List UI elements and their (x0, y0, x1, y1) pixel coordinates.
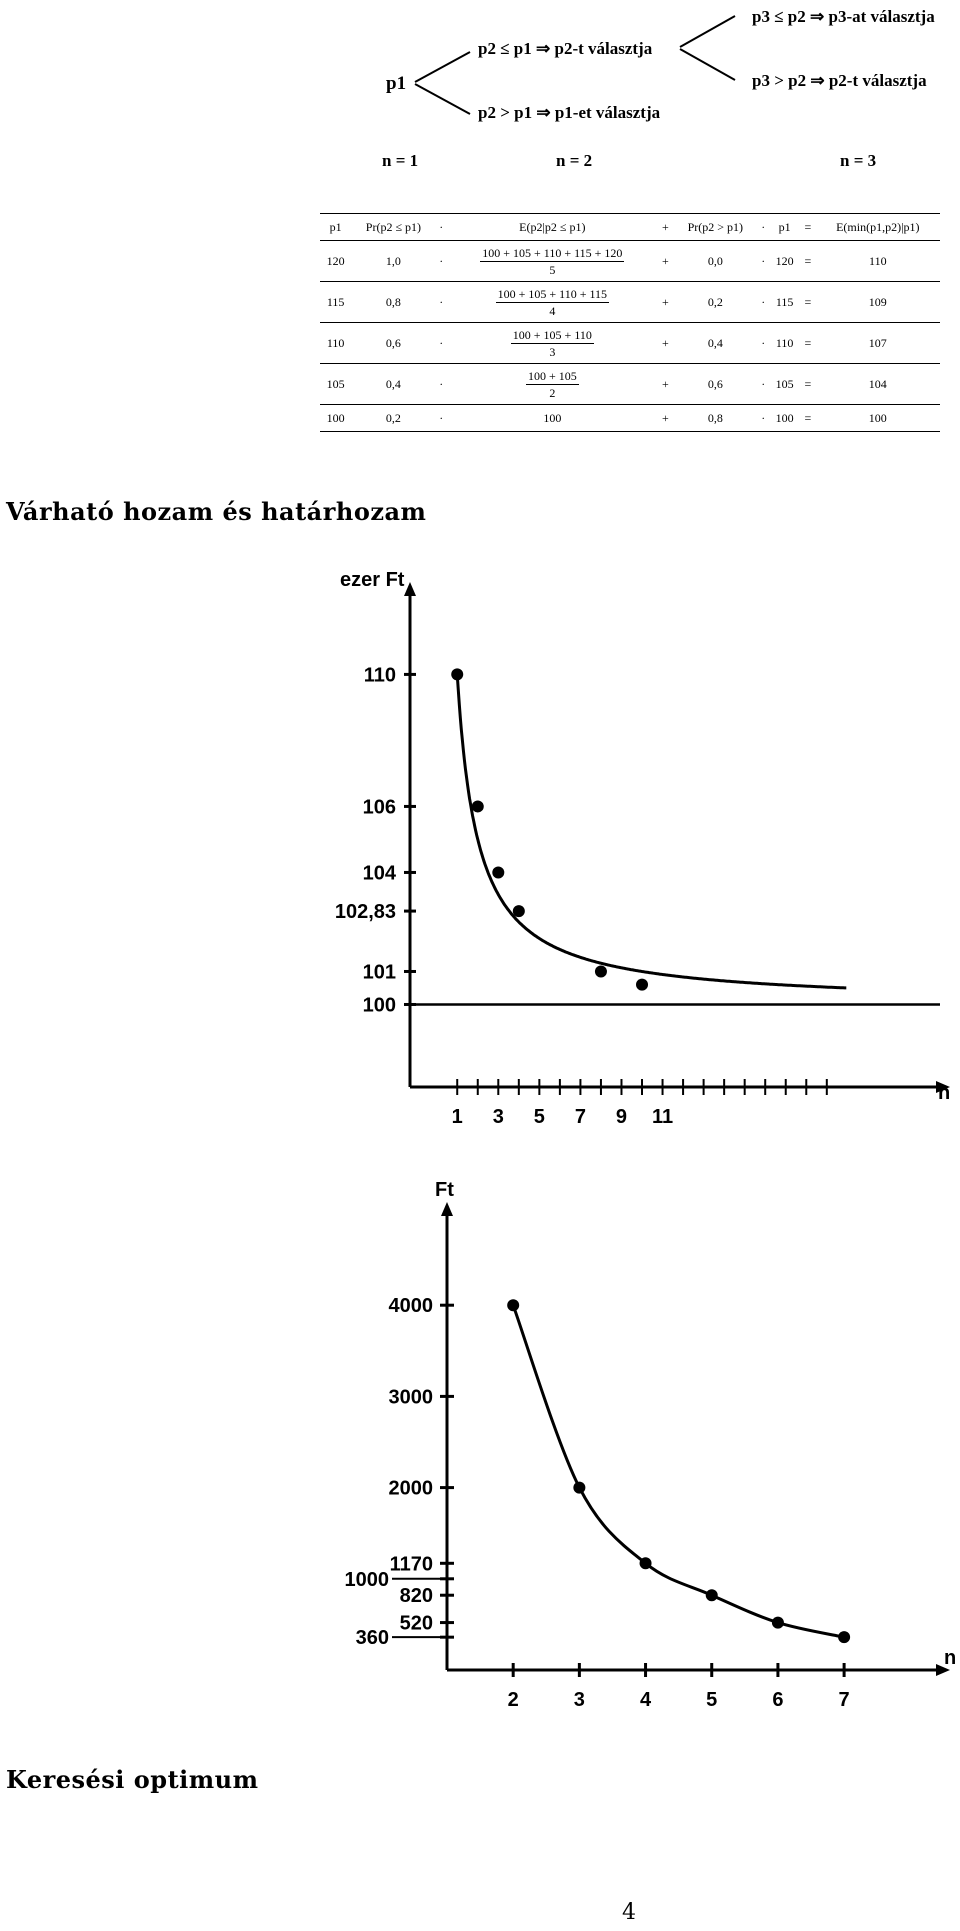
expected-value-table (320, 213, 940, 432)
data-point (573, 1482, 585, 1494)
x-tick-label: 3 (492, 1106, 504, 1128)
y-tick-label: 2000 (388, 1477, 433, 1500)
tree-edge (680, 16, 735, 47)
cell-op: + (658, 323, 673, 364)
cell-result: 104 (816, 364, 940, 405)
cell-pr1: 0,8 (351, 282, 435, 323)
tree-leaf-top: p3 ≤ p2 ⇒ p3-at választja (752, 7, 935, 26)
table-header: · (436, 214, 447, 241)
cell-p: 120 (769, 241, 800, 282)
cell-op: · (436, 405, 447, 432)
cell-p: 100 (769, 405, 800, 432)
tree-branch-top: p2 ≤ p1 ⇒ p2-t választja (478, 39, 653, 58)
cell-p: 105 (769, 364, 800, 405)
x-tick-label: 3 (573, 1689, 585, 1711)
fraction-numerator: 100 + 105 + 110 + 115 (497, 286, 608, 301)
cell-p: 110 (769, 323, 800, 364)
cell-fraction (447, 282, 658, 323)
y-tick-label: 110 (363, 664, 396, 687)
fraction-denominator: 2 (549, 385, 556, 400)
fraction-numerator: 100 + 105 + 110 (512, 327, 592, 342)
cell-p1: 115 (320, 282, 351, 323)
cell-op: + (658, 364, 673, 405)
cell-pr2: 0,4 (673, 323, 758, 364)
cell-op: · (758, 282, 769, 323)
tree-leaf-bottom: p3 > p2 ⇒ p2-t választja (752, 71, 927, 90)
cell-fraction (447, 364, 658, 405)
y-tick-label: 4000 (388, 1295, 433, 1318)
y-axis-label: ezer Ft (340, 569, 405, 591)
table-header: E(p2|p2 ≤ p1) (447, 214, 658, 241)
data-point (492, 866, 504, 878)
n-label: n = 2 (556, 151, 593, 170)
cell-op: + (658, 405, 673, 432)
data-point (513, 905, 525, 917)
y-tick-label: 104 (362, 862, 396, 885)
n-label: n = 1 (382, 151, 419, 170)
data-point (595, 965, 607, 977)
y-tick-label: 1170 (389, 1553, 433, 1576)
cell-plain: 100 (447, 405, 658, 432)
data-point (507, 1299, 519, 1311)
x-tick-label: 5 (533, 1106, 545, 1128)
cell-op: · (436, 323, 447, 364)
cell-op: = (800, 241, 815, 282)
cell-result: 110 (816, 241, 940, 282)
cell-pr1: 1,0 (351, 241, 435, 282)
cell-pr2: 0,6 (673, 364, 758, 405)
cell-p1: 100 (320, 405, 351, 432)
fraction-denominator: 4 (549, 303, 556, 318)
cell-pr2: 0,0 (673, 241, 758, 282)
search-cost-chart (320, 1172, 960, 1727)
cell-pr1: 0,2 (351, 405, 435, 432)
y-axis-arrow (441, 1202, 453, 1216)
x-tick-label: 4 (639, 1689, 652, 1711)
table-header: Pr(p2 > p1) (673, 214, 758, 241)
series-line (457, 674, 846, 988)
fraction-denominator: 3 (549, 344, 556, 359)
tree-edge (680, 49, 735, 80)
x-tick-label: 6 (772, 1689, 784, 1711)
fraction-numerator: 100 + 105 + 110 + 115 + 120 (482, 245, 623, 260)
x-axis-label: n (938, 1082, 951, 1104)
section-title: Keresési optimum (6, 1765, 259, 1794)
table-row (320, 364, 940, 405)
cell-pr2: 0,2 (673, 282, 758, 323)
cell-p: 115 (769, 282, 800, 323)
y-tick-label: 820 (399, 1585, 433, 1608)
tree-root: p1 (386, 73, 407, 94)
cell-op: + (658, 282, 673, 323)
decision-tree (370, 0, 960, 175)
cell-op: · (436, 241, 447, 282)
data-point (636, 979, 648, 991)
cell-result: 100 (816, 405, 940, 432)
x-tick-label: 2 (507, 1689, 519, 1711)
fraction-numerator: 100 + 105 (527, 368, 577, 383)
cell-fraction (447, 323, 658, 364)
tree-edge (415, 52, 470, 82)
y-tick-label: 360 (355, 1627, 389, 1650)
table-row (320, 241, 940, 282)
table-row (320, 405, 940, 432)
y-tick-label: 102,83 (334, 901, 396, 924)
cell-p1: 110 (320, 323, 351, 364)
table-row (320, 282, 940, 323)
table-header: + (658, 214, 673, 241)
cell-op: = (800, 323, 815, 364)
y-tick-label: 100 (362, 994, 396, 1017)
cell-p1: 120 (320, 241, 351, 282)
table-header: Pr(p2 ≤ p1) (351, 214, 435, 241)
cell-op: · (758, 364, 769, 405)
cell-fraction (447, 241, 658, 282)
cell-op: = (800, 405, 815, 432)
cell-result: 109 (816, 282, 940, 323)
y-tick-label: 520 (399, 1612, 433, 1635)
tree-edge (415, 84, 470, 114)
cell-op: · (436, 364, 447, 405)
cell-op: = (800, 282, 815, 323)
cell-op: · (758, 323, 769, 364)
y-tick-label: 1000 (344, 1568, 389, 1591)
data-point (451, 668, 463, 680)
n-label: n = 3 (840, 151, 877, 170)
cell-pr1: 0,6 (351, 323, 435, 364)
tree-branch-bottom: p2 > p1 ⇒ p1-et választja (478, 103, 661, 122)
fraction-denominator: 5 (549, 262, 556, 277)
cell-pr1: 0,4 (351, 364, 435, 405)
data-point (472, 800, 484, 812)
cell-op: · (436, 282, 447, 323)
table-header: · (758, 214, 769, 241)
table-header: = (800, 214, 815, 241)
series-line (513, 1305, 844, 1637)
data-point (838, 1631, 850, 1643)
y-tick-label: 101 (362, 961, 396, 984)
data-point (640, 1557, 652, 1569)
y-tick-label: 3000 (388, 1386, 433, 1409)
expected-yield-chart (300, 552, 960, 1137)
cell-pr2: 0,8 (673, 405, 758, 432)
cell-op: · (758, 241, 769, 282)
page-number: 4 (622, 1900, 636, 1925)
cell-op: + (658, 241, 673, 282)
cell-op: = (800, 364, 815, 405)
cell-result: 107 (816, 323, 940, 364)
x-axis-label: n (944, 1647, 957, 1669)
x-tick-label: 7 (838, 1689, 850, 1711)
section-title: Várható hozam és határhozam (6, 497, 427, 526)
table-header: p1 (769, 214, 800, 241)
x-tick-label: 5 (706, 1689, 718, 1711)
table-header: p1 (320, 214, 351, 241)
x-tick-label: 1 (451, 1106, 463, 1128)
y-tick-label: 106 (362, 796, 396, 819)
x-tick-label: 11 (651, 1106, 674, 1128)
x-tick-label: 9 (615, 1106, 628, 1128)
data-point (772, 1617, 784, 1629)
y-axis-label: Ft (435, 1179, 454, 1201)
cell-p1: 105 (320, 364, 351, 405)
data-point (706, 1589, 718, 1601)
x-tick-label: 7 (574, 1106, 586, 1128)
cell-op: · (758, 405, 769, 432)
y-axis-arrow (404, 582, 416, 596)
table-row (320, 323, 940, 364)
table-header: E(min(p1,p2)|p1) (816, 214, 940, 241)
